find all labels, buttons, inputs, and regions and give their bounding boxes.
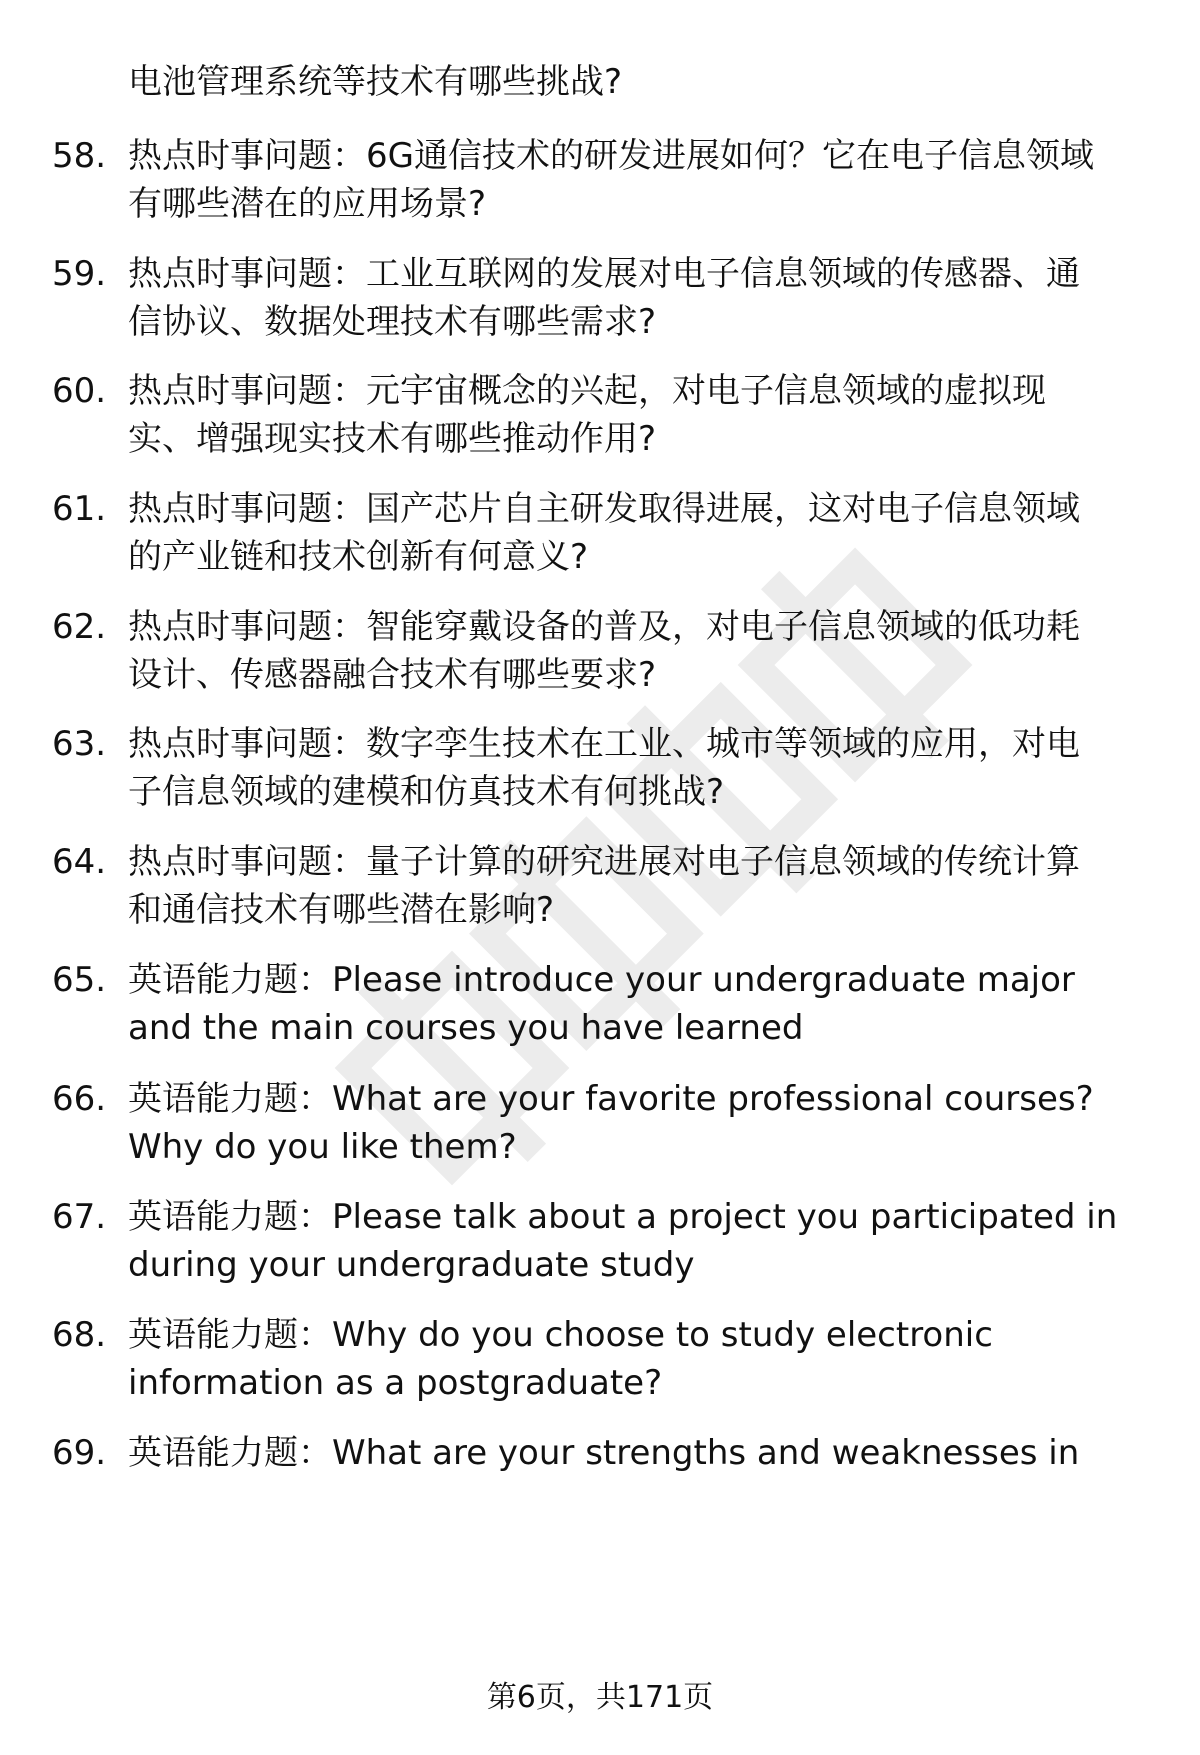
question-line: 设计、传感器融合技术有哪些要求?: [128, 655, 657, 695]
question-number: 61.: [52, 489, 107, 529]
question-text: [128, 250, 1148, 346]
question-number: 64.: [52, 842, 107, 882]
question-line: 和通信技术有哪些潜在影响?: [128, 890, 555, 930]
question-line: 热点时事问题：6G通信技术的研发进展如何？它在电子信息领域: [128, 136, 1094, 176]
question-line: 英语能力题：Please talk about a project you participated in: [128, 1197, 1118, 1237]
question-line: 热点时事问题：国产芯片自主研发取得进展，这对电子信息领域: [128, 489, 1080, 529]
question-number: 59.: [52, 254, 107, 294]
question-line: 热点时事问题：智能穿戴设备的普及，对电子信息领域的低功耗: [128, 607, 1080, 647]
question-number: 62.: [52, 607, 107, 647]
question-line: and the main courses you have learned: [128, 1008, 804, 1048]
question-text: [128, 132, 1148, 228]
question-line: 热点时事问题：工业互联网的发展对电子信息领域的传感器、通: [128, 254, 1080, 294]
question-number: 60.: [52, 371, 107, 411]
question-line: 热点时事问题：数字孪生技术在工业、城市等领域的应用，对电: [128, 724, 1080, 764]
question-line: 英语能力题：Please introduce your undergraduate major: [128, 960, 1075, 1000]
question-text: [128, 956, 1148, 1052]
question-number: 67.: [52, 1197, 107, 1237]
question-line: 有哪些潜在的应用场景?: [128, 184, 487, 224]
question-line: 实、增强现实技术有哪些推动作用?: [128, 419, 657, 459]
question-text: [128, 603, 1148, 699]
question-text: [128, 1429, 1148, 1477]
question-line: 热点时事问题：元宇宙概念的兴起，对电子信息领域的虚拟现: [128, 371, 1046, 411]
continuation-text: 电池管理系统等技术有哪些挑战?: [128, 62, 623, 102]
question-number: 63.: [52, 724, 107, 764]
question-line: 子信息领域的建模和仿真技术有何挑战?: [128, 772, 725, 812]
question-text: [128, 1075, 1148, 1171]
question-number: 68.: [52, 1315, 107, 1355]
question-line: 信协议、数据处理技术有哪些需求?: [128, 302, 657, 342]
question-number: 66.: [52, 1079, 107, 1119]
question-number: 58.: [52, 136, 107, 176]
question-line: 英语能力题：What are your strengths and weaknesses in: [128, 1433, 1080, 1473]
question-line: information as a postgraduate?: [128, 1363, 663, 1403]
question-number: 65.: [52, 960, 107, 1000]
page-number-footer: 第6页，共171页: [486, 1680, 714, 1715]
question-text: [128, 1311, 1148, 1407]
question-line: 英语能力题：What are your favorite professional courses?: [128, 1079, 1094, 1119]
question-text: [128, 485, 1148, 581]
question-text: [128, 720, 1148, 816]
question-text: [128, 838, 1148, 934]
question-text: [128, 367, 1148, 463]
question-line: during your undergraduate study: [128, 1245, 695, 1285]
question-line: Why do you like them?: [128, 1127, 517, 1167]
question-text: [128, 1193, 1148, 1289]
question-line: 英语能力题：Why do you choose to study electronic: [128, 1315, 993, 1355]
question-number: 69.: [52, 1433, 107, 1473]
question-line: 热点时事问题：量子计算的研究进展对电子信息领域的传统计算: [128, 842, 1080, 882]
question-line: 的产业链和技术创新有何意义?: [128, 537, 589, 577]
